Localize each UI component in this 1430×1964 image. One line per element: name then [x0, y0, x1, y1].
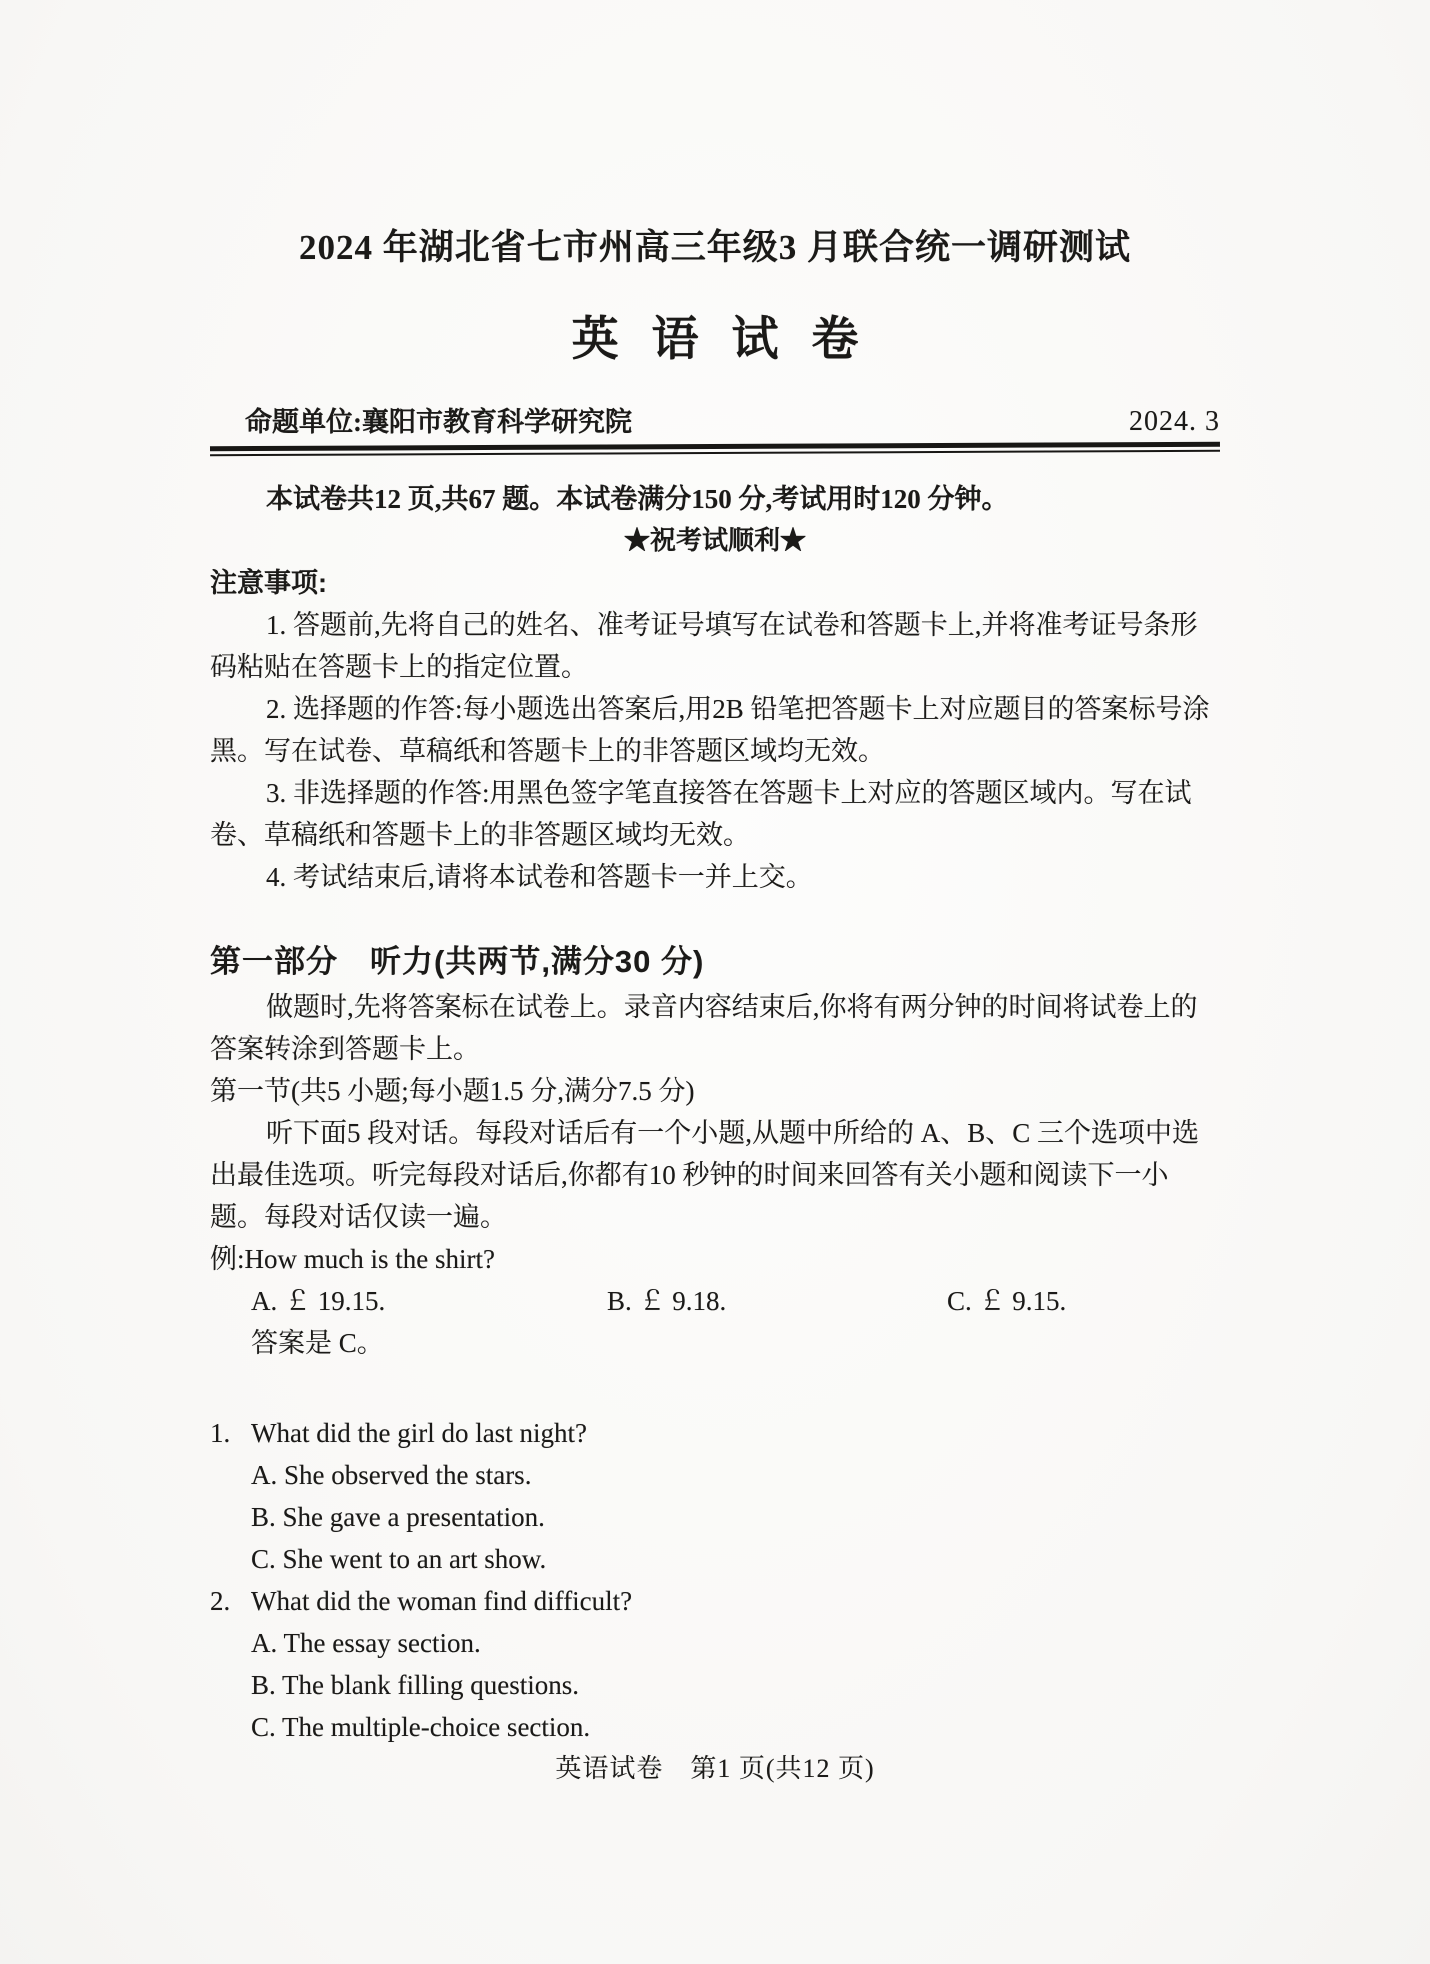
section1-heading: 第一节(共5 小题;每小题1.5 分,满分7.5 分) — [210, 1076, 695, 1106]
question-2-stem: What did the woman find difficult? — [251, 1586, 633, 1616]
question-2-option-c: C. The multiple-choice section. — [251, 1712, 591, 1742]
page-content — [210, 0, 1220, 1790]
question-2-stem-row — [210, 1580, 1220, 1622]
question-1-option-b: B. She gave a presentation. — [251, 1502, 545, 1532]
page-footer: 英语试卷 第1 页(共12 页) — [555, 1754, 875, 1783]
example-prompt: 例:How much is the shirt? — [210, 1244, 495, 1274]
question-1-stem: What did the girl do last night? — [251, 1418, 587, 1448]
example-option-a: A. ￡ 19.15. — [251, 1286, 386, 1316]
question-2-option-a: A. The essay section. — [251, 1628, 481, 1658]
question-1 — [210, 1412, 1220, 1580]
section1-intro: 听下面5 段对话。每段对话后有一个小题,从题中所给的 A、B、C 三个选项中选出最佳选项。听完每段对话后,你都有10 秒钟的时间来回答有关小题和阅读下一小题。每段对话仅读一遍。 — [210, 1118, 1200, 1232]
example-options-row — [210, 1280, 1220, 1322]
part1-intro: 做题时,先将答案标在试卷上。录音内容结束后,你将有两分钟的时间将试卷上的答案转涂到答题卡上。 — [210, 992, 1198, 1064]
paper-info-line: 本试卷共12 页,共67 题。本试卷满分150 分,考试用时120 分钟。 — [266, 484, 1009, 514]
exam-subtitle: 英语试卷 — [571, 314, 892, 366]
question-1-stem-row — [210, 1412, 1220, 1454]
notice-item-3: 3. 非选择题的作答:用黑色签字笔直接答在答题卡上对应的答题区域内。写在试卷、草稿纸和答题卡上的非答题区域均无效。 — [210, 778, 1192, 850]
example-option-c: C. ￡ 9.15. — [947, 1286, 1067, 1316]
question-2-option-b: B. The blank filling questions. — [251, 1670, 579, 1700]
question-1-option-a: A. She observed the stars. — [251, 1460, 532, 1490]
exam-blessing: ★祝考试顺利★ — [623, 526, 806, 555]
header-divider-rule — [210, 442, 1220, 456]
exam-date: 2024. 3 — [1129, 406, 1220, 437]
question-2 — [210, 1580, 1220, 1748]
question-2-number: 2. — [210, 1586, 231, 1616]
example-option-b: B. ￡ 9.18. — [607, 1286, 727, 1316]
question-1-option-c: C. She went to an art show. — [251, 1544, 547, 1574]
issuer-row — [210, 406, 1220, 438]
notices-title: 注意事项: — [210, 568, 327, 598]
notice-item-2: 2. 选择题的作答:每小题选出答案后,用2B 铅笔把答题卡上对应题目的答案标号涂黑。写在试卷、草稿纸和答题卡上的非答题区域均无效。 — [210, 694, 1210, 766]
question-1-number: 1. — [210, 1418, 231, 1448]
example-answer: 答案是 C。 — [251, 1328, 384, 1358]
part1-heading: 第一部分 听力(共两节,满分30 分) — [210, 944, 705, 979]
notice-item-1: 1. 答题前,先将自己的姓名、准考证号填写在试卷和答题卡上,并将准考证号条形码粘贴在答题卡上的指定位置。 — [210, 610, 1198, 682]
exam-title: 2024 年湖北省七市州高三年级3 月联合统一调研测试 — [298, 228, 1131, 267]
issuer-label: 命题单位:襄阳市教育科学研究院 — [245, 407, 632, 437]
notice-item-4: 4. 考试结束后,请将本试卷和答题卡一并上交。 — [266, 862, 813, 892]
